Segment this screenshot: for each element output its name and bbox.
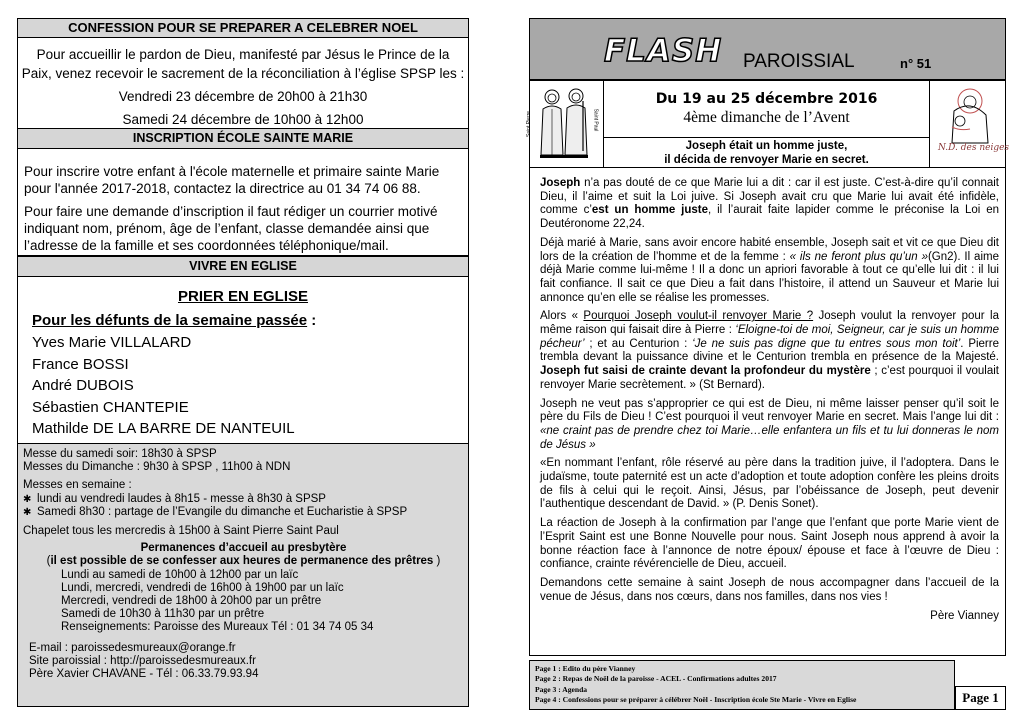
p3-a: Alors «	[540, 310, 584, 323]
inscription-p1: Pour inscrire votre enfant à l'école maternelle et primaire sainte Marie pour l'année 2017-2018, contactez la directrice au 01 34 74 06 88.	[24, 164, 440, 196]
p2-b: « ils ne feront plus qu’un »	[789, 250, 928, 263]
contact-email: E-mail : paroissedesmureaux@orange.fr	[29, 641, 236, 654]
flash-title: FLASH	[604, 33, 723, 69]
confession-line1: Pour accueillir le pardon de Dieu, manifesté par Jésus le Prince de la	[36, 47, 450, 62]
article-head1: Joseph était un homme juste,	[685, 140, 848, 152]
contact-site: Site paroissial : http://paroissedesmureaux.fr	[29, 654, 256, 667]
article-p6: La réaction de Joseph à la confirmation par l’ange que l’enfant que porte Marie vient de l’Esprit Saint est une Bonne Nouvelle pour nous. Saint Joseph nous apprend à avoir la bonne réaction face à l’annonce de notre époux/ épouse et face à l’œuvre de Dieu : confiance, crainte révérencielle de Dieu, accueil.	[540, 517, 999, 571]
paroissial-title: PAROISSIAL	[743, 51, 855, 72]
messes-box	[17, 443, 469, 707]
perm-line: Lundi au samedi de 10h00 à 12h00 par un laïc	[61, 568, 299, 581]
perm-bold: il est possible de se confesser aux heures de permanence des prêtres	[50, 555, 434, 568]
article-p5: «En nommant l’enfant, rôle réservé au père dans la tradition juive, il l’adoptera. Dans le judaïsme, toute paternité est un acte d’adoption et toute adoption confère les pleins droits de fils à celui qui le reçoit. Ainsi, Jésus, par l’obéissance de Joseph, peut devenir l’authentique descendant de David. » (P. Denis Sonet).	[540, 457, 999, 511]
confession-line2: Paix, venez recevoir le sacrement de la réconciliation à l’église SPSP les :	[21, 66, 465, 81]
article-p2	[540, 237, 999, 306]
defunt-name: Yves Marie VILLALARD	[32, 334, 192, 351]
prier-subtitle	[32, 310, 468, 332]
saint-pierre-caption: Saint Pierre	[526, 110, 533, 138]
masthead	[529, 18, 1006, 80]
article-p7: Demandons cette semaine à saint Joseph de nous accompagner dans l’accueil de la venue de Jésus, dans nos cœurs, dans nos familles, dans nos vies !	[540, 576, 999, 603]
list-item-text: lundi au vendredi laudes à 8h15 - messe à 8h30 à SPSP	[37, 492, 326, 505]
nd-des-neiges-image	[929, 80, 1010, 168]
p3-g: . Pierre trembla devant la puissance divine et le Centurion trembla en présence de la Majesté.	[540, 337, 999, 364]
prier-title	[18, 287, 468, 307]
p3-b: Pourquoi Joseph voulut-il renvoyer Marie ?	[583, 310, 814, 323]
perm-line: Lundi, mercredi, vendredi de 16h00 à 19h00 par un laïc	[61, 581, 344, 594]
prier-subtitle-text: Pour les défunts de la semaine passée	[32, 312, 308, 329]
perm-close: )	[433, 555, 441, 568]
defunt-name: Sébastien CHANTEPIE	[32, 398, 189, 416]
date-box	[603, 80, 930, 138]
confession-date1: Vendredi 23 décembre de 20h00 à 21h30	[118, 89, 368, 104]
perm-line: Mercredi, vendredi de 18h00 à 20h00 par un prêtre	[61, 595, 322, 608]
page-number-box	[955, 686, 1006, 710]
dimanche-avent: 4ème dimanche de l’Avent	[683, 109, 850, 126]
p1-d: , il l’aurait faite lapider comme le préconise la Loi en Deutéronome 22,24.	[540, 204, 999, 231]
article-signature: Père Vianney	[930, 610, 999, 623]
confession-date2: Samedi 24 décembre de 10h00 à 12h00	[122, 112, 364, 127]
prier-box	[17, 276, 469, 444]
list-item	[23, 493, 464, 506]
p4-b: «ne craint pas de prendre chez toi Marie…elle enfantera un fils et tu lui donneras le nom de Jésus »	[540, 424, 999, 451]
article-header	[603, 137, 930, 168]
chapelet: Chapelet tous les mercredis à 15h00 à Saint Pierre Saint Paul	[23, 525, 339, 538]
issue-number: n° 51	[900, 56, 932, 71]
saints-image	[526, 80, 604, 168]
permanences-title: Permanences d’accueil au presbytère	[140, 542, 347, 555]
contact-pere: Père Xavier CHAVANE - Tél : 06.33.79.93.94	[29, 668, 259, 681]
article-p3	[540, 310, 999, 392]
p1-c: est un homme juste	[591, 204, 708, 217]
asterisk-icon: ✱	[23, 506, 32, 518]
saints-illustration	[530, 81, 602, 166]
prier-subtitle-colon: :	[307, 312, 317, 329]
inscription-title	[17, 128, 469, 149]
date-range: Du 19 au 25 décembre 2016	[655, 91, 878, 107]
vivre-title	[17, 256, 469, 277]
article-p1	[540, 177, 999, 232]
messes-semaine-title: Messes en semaine :	[23, 479, 132, 492]
summary-box	[529, 660, 955, 710]
p3-i: ; c’est pourquoi il voulait renvoyer Marie secrètement. » (St Bernard).	[540, 365, 999, 391]
madonna-illustration	[930, 81, 1004, 151]
article-head2: il décida de renvoyer Marie en secret.	[664, 153, 869, 166]
p3-d: ‘Eloigne-toi de moi, Seigneur, car je suis un homme pécheur’	[540, 324, 999, 350]
p3-f: ‘Je ne suis pas digne que tu entres sous mon toit’	[692, 337, 961, 350]
article-p4	[540, 398, 999, 453]
perm-line: Renseignements: Paroisse des Mureaux Tél : 01 34 74 05 34	[61, 621, 374, 634]
p2-a: Déjà marié à Marie, sans avoir encore habité ensemble, Joseph sait et vit ce que Dieu dit lors de la création de l’homme et de la femme :	[540, 236, 999, 263]
nd-caption: N.D. des neiges	[938, 143, 1010, 153]
list-item	[23, 506, 464, 519]
confession-box	[17, 37, 469, 129]
permanences-list	[23, 569, 464, 635]
inscription-p2: Pour faire une demande d’inscription il faut rédiger un courrier motivé indiquant nom, prénom, âge de l’enfant, classe demandée ainsi que l’adresse de la famille et ses coordonnées téléphonique/mail.	[24, 204, 438, 253]
defunt-name: André DUBOIS	[32, 377, 134, 394]
prier-title-text: PRIER EN EGLISE	[177, 288, 309, 305]
inscription-title-text: INSCRIPTION ÉCOLE SAINTE MARIE	[132, 131, 354, 145]
confession-title-text: CONFESSION POUR SE PREPARER A CELEBRER NOEL	[68, 20, 418, 35]
p2-c: (Gn2). Il aime déjà Marie comme lui-même ! Il a donc un apriori favorable à tout ce qu’elle lui dit : il lui fait confiance. Il sait ce que Dieu a fait dans l’histoire, il attend un Sauveur et Marie lui annonce qu’en elle se réalise les promesses.	[540, 250, 999, 304]
p3-e: ; et au Centurion :	[584, 337, 693, 350]
asterisk-icon: ✱	[23, 493, 32, 505]
p1-a: Joseph	[540, 177, 581, 189]
article-body	[529, 167, 1006, 656]
summary-line: Page 3 : Agenda	[535, 684, 588, 694]
messe-dimanche: Messes du Dimanche : 9h30 à SPSP , 11h00 à NDN	[23, 461, 291, 474]
messe-samedi: Messe du samedi soir: 18h30 à SPSP	[23, 448, 217, 460]
permanences-note	[23, 555, 464, 568]
perm-open: (	[46, 555, 51, 568]
vivre-title-text: VIVRE EN EGLISE	[189, 259, 297, 273]
inscription-box	[17, 148, 469, 256]
summary-line: Page 4 : Confessions pour se préparer à célébrer Noël - Inscription école Ste Marie - Vivre en Eglise	[535, 695, 857, 705]
p1-b: n’a pas douté de ce que Marie lui a dit : car il est juste. C’est-à-dire qu’il connait Dieu, il l’aime et suit la Loi juive. Si Joseph avait cru que Marie lui avait été infidèle, comme c’	[540, 177, 999, 217]
summary-line: Page 2 : Repas de Noël de la paroisse - ACEL - Confirmations adultes 2017	[535, 674, 777, 684]
list-item-text: Samedi 8h30 : partage de l’Evangile du dimanche et Eucharistie à SPSP	[37, 505, 408, 518]
saint-paul-caption: Saint Paul	[592, 108, 599, 132]
perm-line: Samedi de 10h30 à 11h30 par un prêtre	[61, 608, 265, 621]
p3-h: Joseph fut saisi de crainte devant la profondeur du mystère	[540, 365, 871, 378]
page-number: Page 1	[962, 690, 999, 705]
defunt-name: Mathilde DE LA BARRE DE NANTEUIL	[32, 420, 295, 437]
messes-semaine-list	[23, 493, 464, 519]
confession-title	[17, 18, 469, 38]
p4-a: Joseph ne veut pas s’approprier ce qui est de Dieu, ni même laisser penser qu’il soit le père du Fils de Dieu ! C’est pourquoi il veut renvoyer Marie en secret. Mais l’ange lui dit :	[540, 397, 999, 424]
defunt-name: France BOSSI	[32, 355, 129, 373]
summary-line: Page 1 : Edito du père Vianney	[535, 664, 636, 673]
p3-c: Joseph voulut la renvoyer pour la même raison qui faisait dire à Pierre :	[540, 310, 999, 337]
